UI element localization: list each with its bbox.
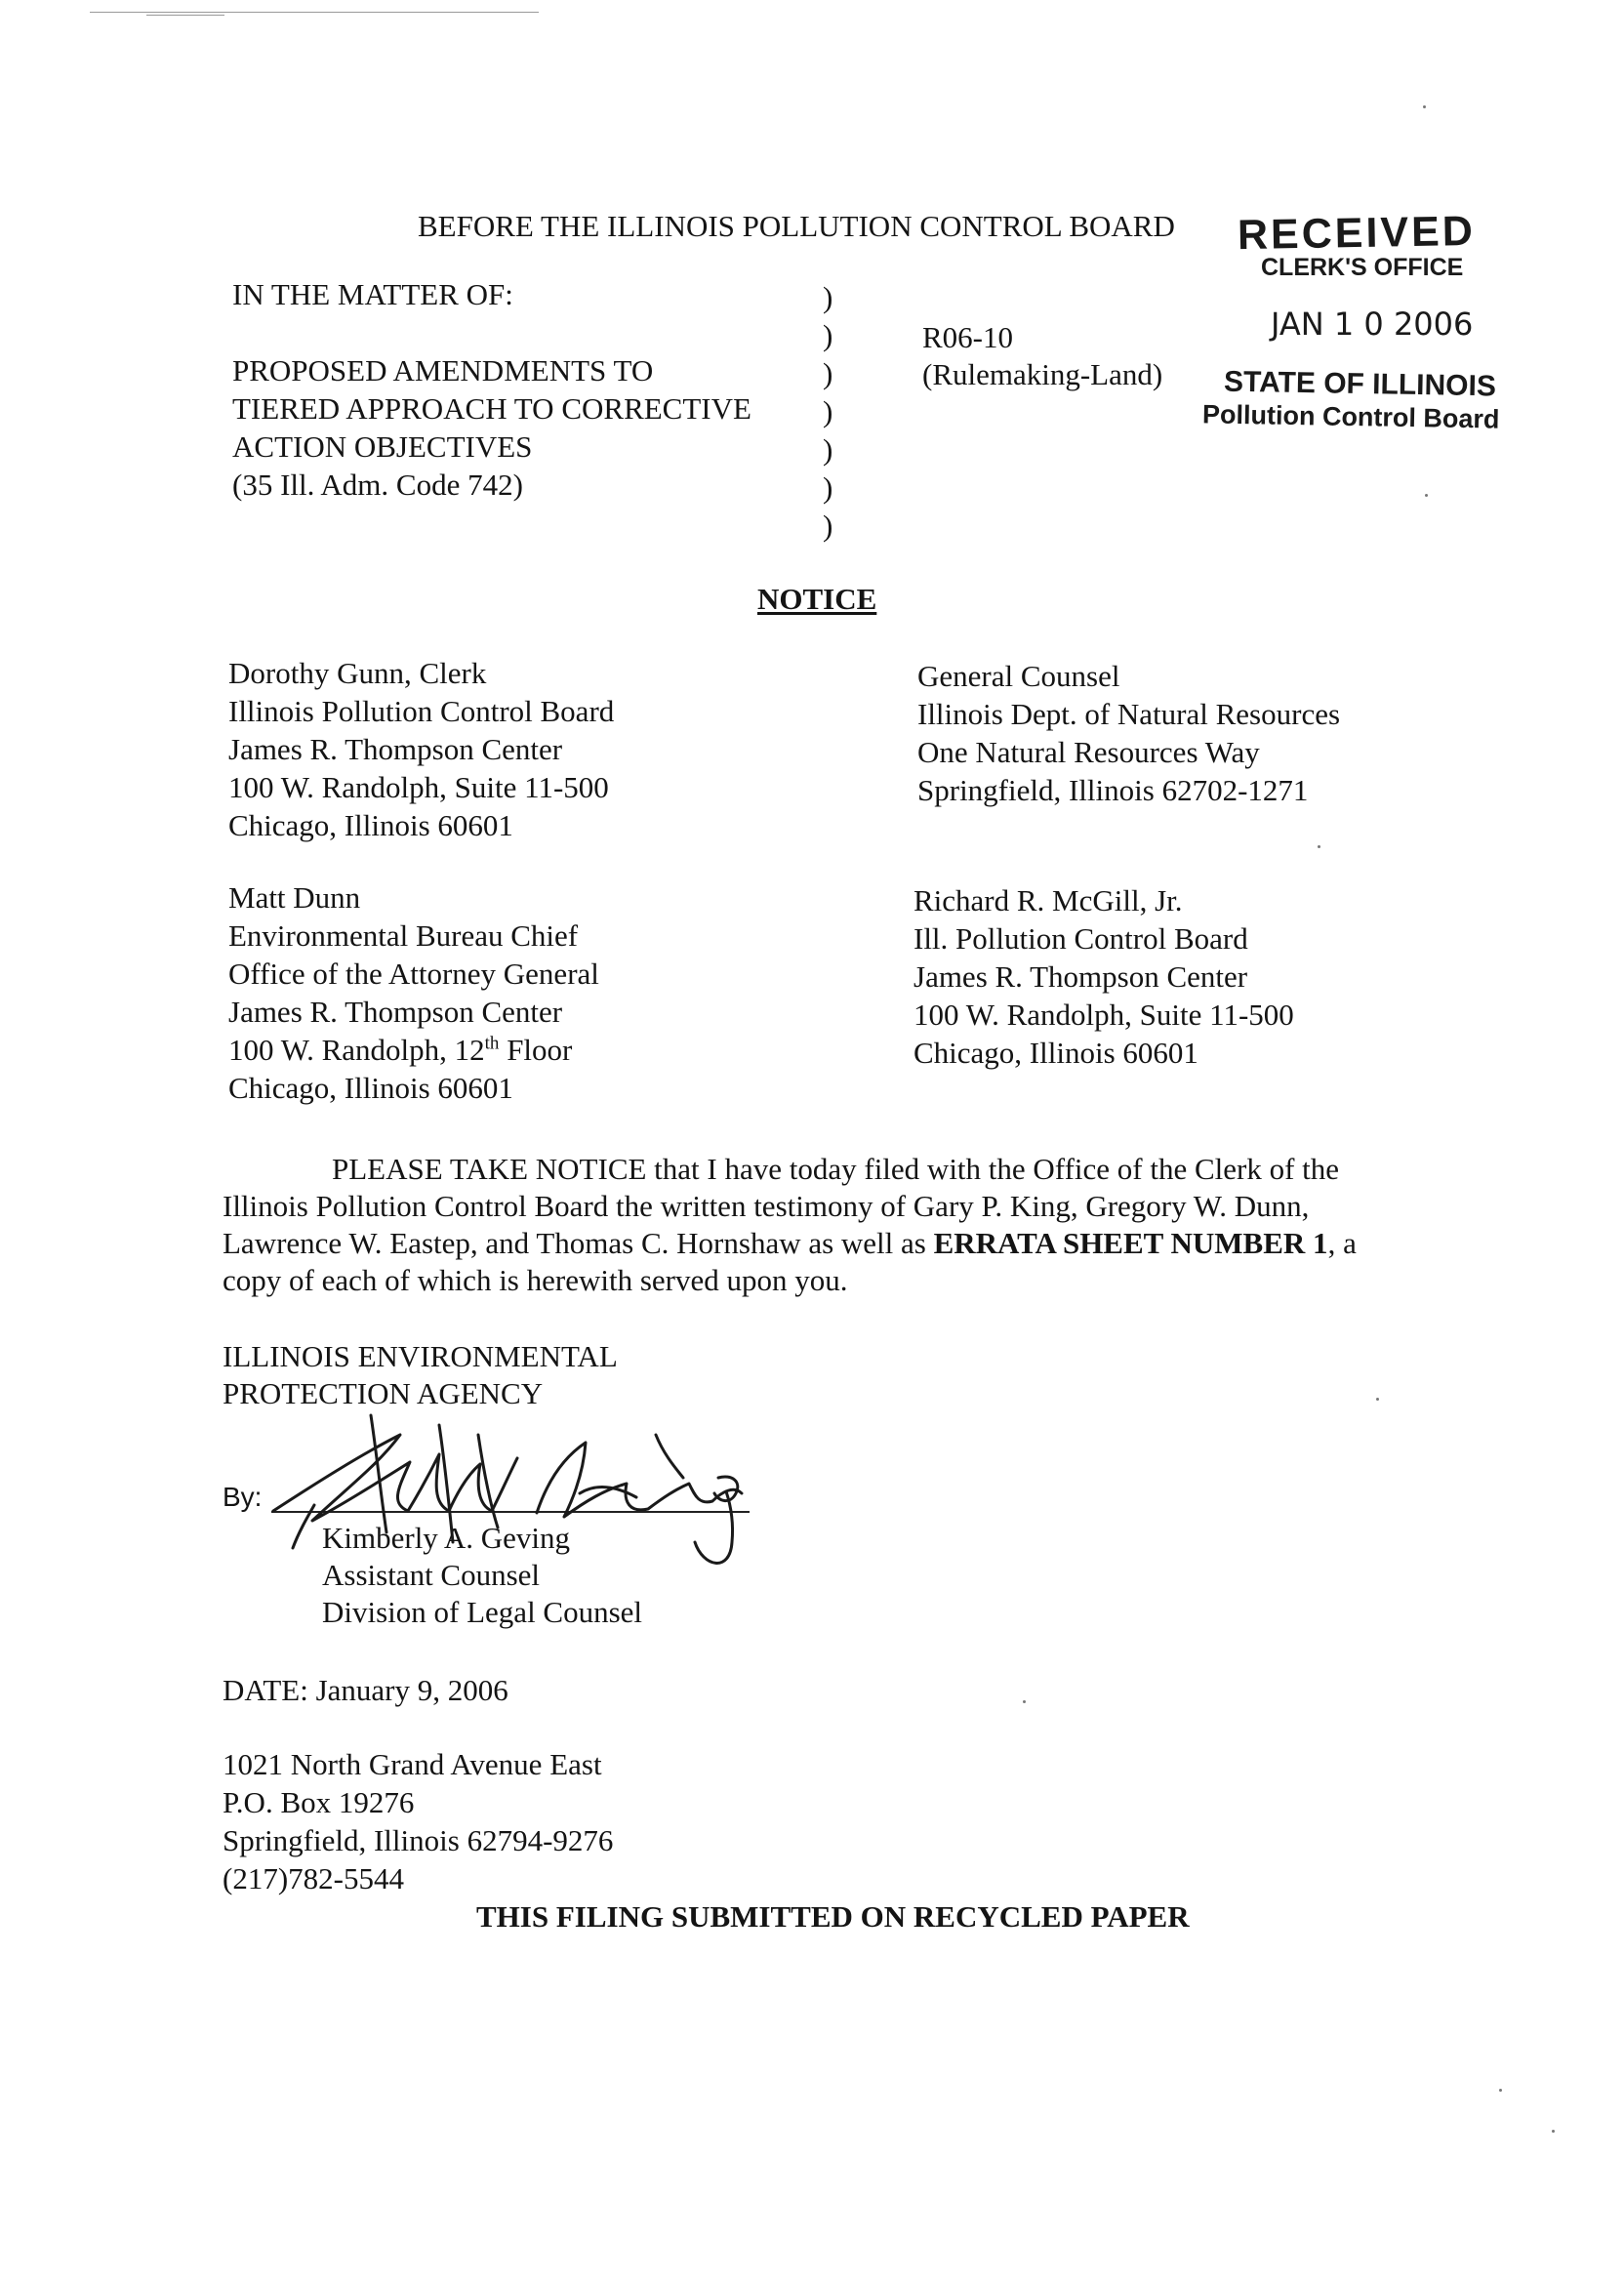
- scan-artifact-line: [146, 15, 224, 16]
- caption-title: [232, 351, 751, 504]
- caption-line: ACTION OBJECTIVES: [232, 429, 533, 464]
- body-text: , a: [1327, 1226, 1357, 1260]
- signer-title: Assistant Counsel: [322, 1558, 541, 1592]
- matter-label: IN THE MATTER OF:: [232, 277, 513, 311]
- scan-speck: [1499, 2089, 1502, 2092]
- state-stamp: STATE OF ILLINOIS: [1223, 365, 1497, 403]
- agency-name: ILLINOIS ENVIRONMENTAL: [223, 1339, 618, 1373]
- recipient-line: Office of the Attorney General: [228, 957, 599, 991]
- errata-sheet-label: ERRATA SHEET NUMBER 1: [933, 1226, 1328, 1260]
- date-line: DATE: January 9, 2006: [223, 1673, 508, 1707]
- scan-speck: [1023, 1700, 1026, 1703]
- scan-speck: [1376, 1398, 1379, 1401]
- notice-body-line: PLEASE TAKE NOTICE that I have today filed with the Office of the Clerk of the: [332, 1152, 1340, 1186]
- recipient-line: Chicago, Illinois 60601: [228, 1071, 513, 1105]
- recipient-line: James R. Thompson Center: [914, 959, 1248, 994]
- caption-line: (35 Ill. Adm. Code 742): [232, 468, 523, 502]
- recipient-street: [228, 1031, 599, 1069]
- clerks-office-stamp: CLERK'S OFFICE: [1261, 254, 1464, 281]
- recycled-paper-notice: THIS FILING SUBMITTED ON RECYCLED PAPER: [476, 1899, 1190, 1934]
- signer-division: Division of Legal Counsel: [322, 1595, 643, 1629]
- recipient-dnr: [917, 657, 1340, 809]
- recipient-line: General Counsel: [917, 659, 1120, 693]
- body-text: Lawrence W. Eastep, and Thomas C. Hornshaw as well as: [223, 1226, 934, 1260]
- floor-ordinal: th: [484, 1033, 500, 1054]
- scan-artifact-line: [90, 12, 539, 13]
- caption-line: TIERED APPROACH TO CORRECTIVE: [232, 391, 751, 426]
- agency-name: PROTECTION AGENCY: [223, 1376, 544, 1410]
- paren: ): [823, 356, 833, 390]
- address-line: (217)782-5544: [223, 1861, 404, 1895]
- street-suffix: Floor: [499, 1033, 573, 1067]
- paren: ): [823, 509, 833, 543]
- recipient-line: Richard R. McGill, Jr.: [914, 883, 1183, 917]
- recipient-line: Environmental Bureau Chief: [228, 918, 579, 953]
- scan-speck: [1425, 494, 1428, 497]
- docket-type: (Rulemaking-Land): [922, 357, 1163, 391]
- paren: ): [823, 394, 833, 428]
- recipient-line: Ill. Pollution Control Board: [914, 921, 1248, 956]
- docket-number: R06-10: [922, 320, 1013, 354]
- recipient-line: 100 W. Randolph, Suite 11-500: [914, 998, 1294, 1032]
- recipient-line: Matt Dunn: [228, 880, 361, 915]
- recipient-mcgill: [914, 881, 1294, 1072]
- paren: ): [823, 318, 833, 352]
- by-label: By:: [223, 1482, 263, 1512]
- recipient-line: James R. Thompson Center: [228, 732, 563, 766]
- caption-parentheses: [823, 278, 832, 545]
- street-text: 100 W. Randolph, 12: [228, 1033, 485, 1067]
- notice-body-line: copy of each of which is herewith served upon you.: [223, 1263, 848, 1297]
- scan-speck: [1318, 845, 1320, 848]
- received-date-stamp: JAN 1 0 2006: [1271, 306, 1474, 343]
- recipient-line: Illinois Pollution Control Board: [228, 694, 615, 728]
- paren: ): [823, 280, 833, 314]
- caption-line: PROPOSED AMENDMENTS TO: [232, 353, 654, 387]
- pcb-stamp: Pollution Control Board: [1201, 399, 1500, 434]
- recipient-dunn: [228, 878, 599, 1107]
- signer-name: Kimberly A. Geving: [322, 1521, 570, 1555]
- recipient-line: Springfield, Illinois 62702-1271: [917, 773, 1309, 807]
- recipient-line: James R. Thompson Center: [228, 995, 563, 1029]
- board-title: BEFORE THE ILLINOIS POLLUTION CONTROL BOARD: [418, 209, 1175, 243]
- recipient-line: Chicago, Illinois 60601: [914, 1036, 1198, 1070]
- address-line: P.O. Box 19276: [223, 1785, 415, 1819]
- recipient-line: Illinois Dept. of Natural Resources: [917, 697, 1341, 731]
- recipient-line: 100 W. Randolph, Suite 11-500: [228, 770, 609, 804]
- notice-heading: NOTICE: [757, 582, 877, 616]
- scan-speck: [1423, 105, 1426, 108]
- recipient-gunn: [228, 654, 614, 844]
- address-line: Springfield, Illinois 62794-9276: [223, 1823, 614, 1857]
- recipient-line: One Natural Resources Way: [917, 735, 1260, 769]
- return-address: [223, 1745, 613, 1897]
- scan-speck: [1552, 2130, 1555, 2133]
- address-line: 1021 North Grand Avenue East: [223, 1747, 602, 1781]
- notice-body-line: [223, 1224, 1357, 1262]
- paren: ): [823, 432, 833, 467]
- recipient-line: Dorothy Gunn, Clerk: [228, 656, 487, 690]
- notice-body-line: Illinois Pollution Control Board the written testimony of Gary P. King, Gregory W. Dunn,: [223, 1189, 1310, 1223]
- recipient-line: Chicago, Illinois 60601: [228, 808, 513, 842]
- paren: ): [823, 470, 833, 505]
- received-stamp: RECEIVED: [1237, 207, 1477, 260]
